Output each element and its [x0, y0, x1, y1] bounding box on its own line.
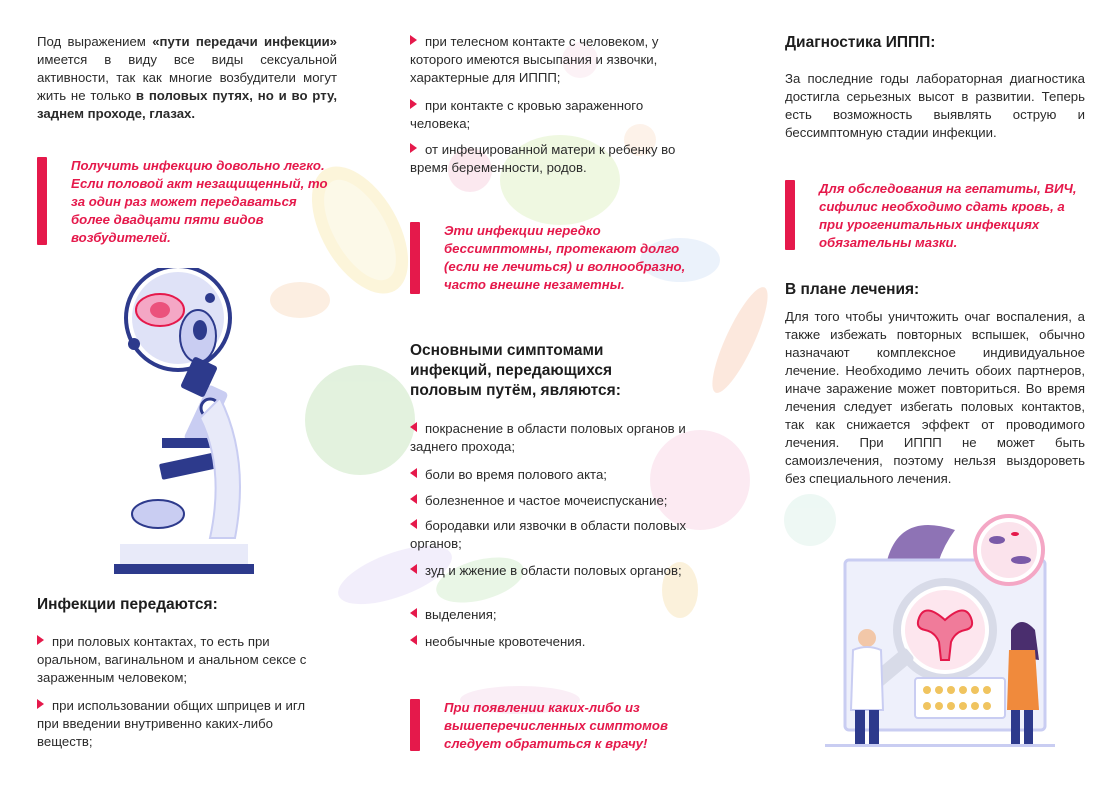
callout-blood-tests: Для обследования на гепатиты, ВИЧ, сифилис необходимо сдать кровь, а при урогенитальных инфекциях обязательны мазки.	[785, 180, 1085, 250]
callout-infection-easy: Получить инфекцию довольно легко. Если половой акт незащищенный, то за один раз может передаваться более двадцати пяти видов возбудителей.	[37, 157, 337, 245]
heading-transmission: Инфекции передаются:	[37, 596, 218, 613]
list-item: от инфецированной матери к ребенку во время беременности, родов.	[410, 142, 676, 175]
treatment-paragraph: Для того чтобы уничтожить очаг воспаления, а также избежать повторных вспышек, обычно назначают комплексное индивидуальное лечение. Необходимо лечить обоих партнеров, иначе заражение может повториться. Во время лечения следует избегать половых контактов, так как снижается эффект от проводимого лечения. При ИППП не может быть самоизлечения, поэтому нельзя выздороветь без специального лечения.	[785, 309, 1085, 486]
bullet-arrow-icon	[410, 519, 417, 529]
list-item: необычные кровотечения.	[410, 633, 690, 651]
bullet-arrow-icon	[410, 564, 417, 574]
bullet-arrow-icon	[410, 99, 417, 109]
callout-accent-bar	[410, 699, 420, 751]
list-item: зуд и жжение в области половых органов;	[410, 562, 690, 580]
heading-treatment: В плане лечения:	[785, 281, 920, 298]
list-item: при телесном контакте с человеком, у которого имеются высыпания и язвочки, характерные для ИППП;	[410, 34, 659, 85]
list-item: выделения;	[410, 606, 690, 624]
bullet-arrow-icon	[410, 635, 417, 645]
callout-accent-bar	[37, 157, 47, 245]
bullet-arrow-icon	[410, 35, 417, 45]
bullet-arrow-icon	[37, 635, 44, 645]
list-item: бородавки или язвочки в области половых органов;	[410, 518, 687, 551]
doctor-diagnosis-illustration	[825, 510, 1055, 750]
list-item: болезненное и частое мочеиспускание;	[410, 492, 710, 510]
bullet-arrow-icon	[410, 422, 417, 432]
list-item: при использовании общих шприцев и игл при введении внутривенно каких-либо веществ;	[37, 698, 306, 749]
bullet-arrow-icon	[410, 468, 417, 478]
callout-asymptomatic: Эти инфекции нередко бессимптомны, протекают долго (если не лечиться) и волнообразно, часто внешне незаметны.	[410, 222, 710, 294]
bullet-arrow-icon	[410, 143, 417, 153]
heading-diagnostics: Диагностика ИППП:	[785, 34, 936, 51]
intro-paragraph: Под выражением «пути передачи инфекции» имеется в виду все виды сексуальной активности, так как многие возбудители могут жить не только в половых путях, но и во рту, заднем проходе, глазах.	[37, 34, 338, 121]
list-item: при контакте с кровью зараженного человека;	[410, 98, 644, 131]
list-item: покраснение в области половых органов и заднего прохода;	[410, 421, 686, 454]
callout-accent-bar	[785, 180, 795, 250]
list-item: боли во время полового акта;	[410, 466, 690, 484]
microscope-illustration	[100, 268, 270, 578]
bullet-arrow-icon	[410, 608, 417, 618]
bullet-arrow-icon	[410, 494, 417, 504]
list-item: при половых контактах, то есть при оральном, вагинальном и анальном сексе с зараженным человеком;	[37, 634, 307, 685]
diagnostics-paragraph: За последние годы лабораторная диагностика достигла серьезных высот в развитии. Теперь есть возможность выявлять острую и бессимптомную стадии инфекции.	[785, 71, 1085, 140]
callout-accent-bar	[410, 222, 420, 294]
bullet-arrow-icon	[37, 699, 44, 709]
heading-symptoms: Основными симптомами инфекций, передающихся половым путём, являются:	[410, 342, 621, 399]
callout-see-doctor: При появлении каких-либо из вышеперечисленных симптомов следует обратиться к врачу!	[410, 699, 710, 751]
